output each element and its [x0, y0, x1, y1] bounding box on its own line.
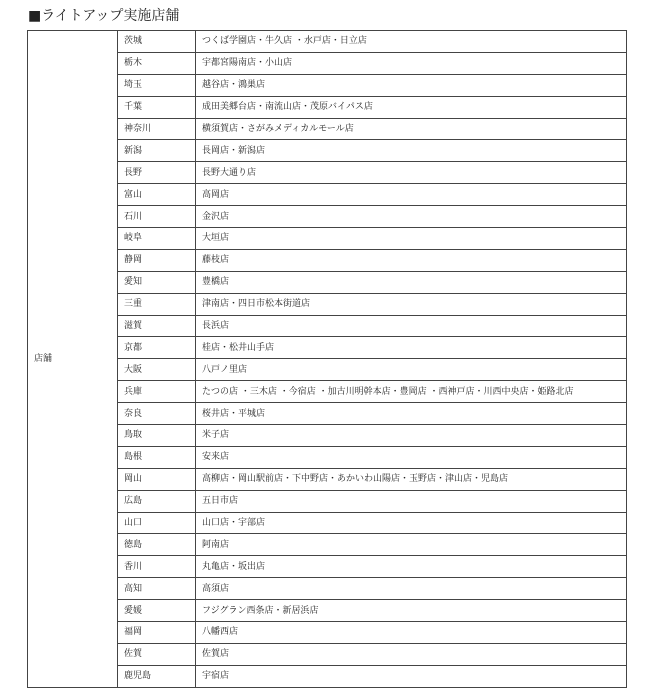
- stores-cell: 阿南店: [196, 534, 627, 556]
- stores-cell: フジグラン西条店・新居浜店: [196, 600, 627, 622]
- prefecture-cell: 茨城: [118, 31, 196, 53]
- table-row: [28, 643, 627, 665]
- stores-cell: 宇宿店: [196, 665, 627, 687]
- table-row: [28, 52, 627, 74]
- prefecture-cell: 鹿児島: [118, 665, 196, 687]
- table-row: [28, 490, 627, 512]
- table-row: [28, 665, 627, 687]
- table-row: [28, 249, 627, 271]
- table-row: [28, 96, 627, 118]
- stores-cell: 藤枝店: [196, 249, 627, 271]
- stores-cell: 高須店: [196, 578, 627, 600]
- table-row: [28, 556, 627, 578]
- table-row: [28, 622, 627, 644]
- table-row: [28, 315, 627, 337]
- table-row: [28, 359, 627, 381]
- prefecture-cell: 京都: [118, 337, 196, 359]
- stores-cell: 五日市店: [196, 490, 627, 512]
- table-row: [28, 403, 627, 425]
- prefecture-cell: 広島: [118, 490, 196, 512]
- prefecture-cell: 静岡: [118, 249, 196, 271]
- stores-cell: 成田美郷台店・南流山店・茂原バイパス店: [196, 96, 627, 118]
- table-row: [28, 228, 627, 250]
- stores-cell: 桜井店・平城店: [196, 403, 627, 425]
- stores-cell: 丸亀店・坂出店: [196, 556, 627, 578]
- prefecture-cell: 三重: [118, 293, 196, 315]
- prefecture-cell: 徳島: [118, 534, 196, 556]
- table-row: [28, 381, 627, 403]
- stores-cell: たつの店 ・三木店 ・今宿店 ・加古川明幹本店・豊岡店 ・西神戸店・川西中央店・姫路北店: [196, 381, 627, 403]
- section-heading: ■ライトアップ実施店舗: [28, 8, 180, 24]
- table-row: [28, 31, 627, 53]
- table-row: [28, 468, 627, 490]
- prefecture-cell: 富山: [118, 184, 196, 206]
- stores-cell: 山口店・宇部店: [196, 512, 627, 534]
- table-row: [28, 512, 627, 534]
- prefecture-cell: 佐賀: [118, 643, 196, 665]
- stores-cell: 越谷店・鴻巣店: [196, 74, 627, 96]
- stores-cell: 豊橋店: [196, 271, 627, 293]
- table-row: [28, 74, 627, 96]
- stores-cell: 佐賀店: [196, 643, 627, 665]
- table-row: [28, 162, 627, 184]
- stores-cell: 高岡店: [196, 184, 627, 206]
- table-row: [28, 534, 627, 556]
- stores-cell: 金沢店: [196, 206, 627, 228]
- stores-cell: 長浜店: [196, 315, 627, 337]
- prefecture-cell: 香川: [118, 556, 196, 578]
- prefecture-cell: 岐阜: [118, 228, 196, 250]
- table-row: [28, 578, 627, 600]
- prefecture-cell: 神奈川: [118, 118, 196, 140]
- category-cell: 店舗: [28, 31, 118, 688]
- store-table: [27, 30, 627, 688]
- prefecture-cell: 滋賀: [118, 315, 196, 337]
- stores-cell: 長岡店・新潟店: [196, 140, 627, 162]
- prefecture-cell: 鳥取: [118, 425, 196, 447]
- stores-cell: 宇都宮陽南店・小山店: [196, 52, 627, 74]
- table-row: [28, 118, 627, 140]
- table-row: [28, 140, 627, 162]
- table-row: [28, 600, 627, 622]
- stores-cell: 八幡西店: [196, 622, 627, 644]
- stores-cell: 米子店: [196, 425, 627, 447]
- prefecture-cell: 愛知: [118, 271, 196, 293]
- stores-cell: 安来店: [196, 446, 627, 468]
- prefecture-cell: 石川: [118, 206, 196, 228]
- table-row: [28, 446, 627, 468]
- stores-cell: 津南店・四日市松本街道店: [196, 293, 627, 315]
- prefecture-cell: 島根: [118, 446, 196, 468]
- prefecture-cell: 奈良: [118, 403, 196, 425]
- stores-cell: 大垣店: [196, 228, 627, 250]
- prefecture-cell: 栃木: [118, 52, 196, 74]
- prefecture-cell: 新潟: [118, 140, 196, 162]
- stores-cell: つくば学園店・牛久店 ・水戸店・日立店: [196, 31, 627, 53]
- table-row: [28, 293, 627, 315]
- prefecture-cell: 大阪: [118, 359, 196, 381]
- table-row: [28, 337, 627, 359]
- prefecture-cell: 山口: [118, 512, 196, 534]
- stores-cell: 八戸ノ里店: [196, 359, 627, 381]
- table-row: [28, 206, 627, 228]
- prefecture-cell: 埼玉: [118, 74, 196, 96]
- prefecture-cell: 岡山: [118, 468, 196, 490]
- prefecture-cell: 高知: [118, 578, 196, 600]
- table-row: [28, 425, 627, 447]
- table-row: [28, 184, 627, 206]
- prefecture-cell: 千葉: [118, 96, 196, 118]
- table-row: [28, 271, 627, 293]
- stores-cell: 長野大通り店: [196, 162, 627, 184]
- prefecture-cell: 福岡: [118, 622, 196, 644]
- prefecture-cell: 愛媛: [118, 600, 196, 622]
- prefecture-cell: 長野: [118, 162, 196, 184]
- stores-cell: 桂店・松井山手店: [196, 337, 627, 359]
- prefecture-cell: 兵庫: [118, 381, 196, 403]
- stores-cell: 高柳店・岡山駅前店・下中野店・あかいわ山陽店・玉野店・津山店・児島店: [196, 468, 627, 490]
- store-table-body: [28, 31, 627, 688]
- stores-cell: 横須賀店・さがみメディカルモール店: [196, 118, 627, 140]
